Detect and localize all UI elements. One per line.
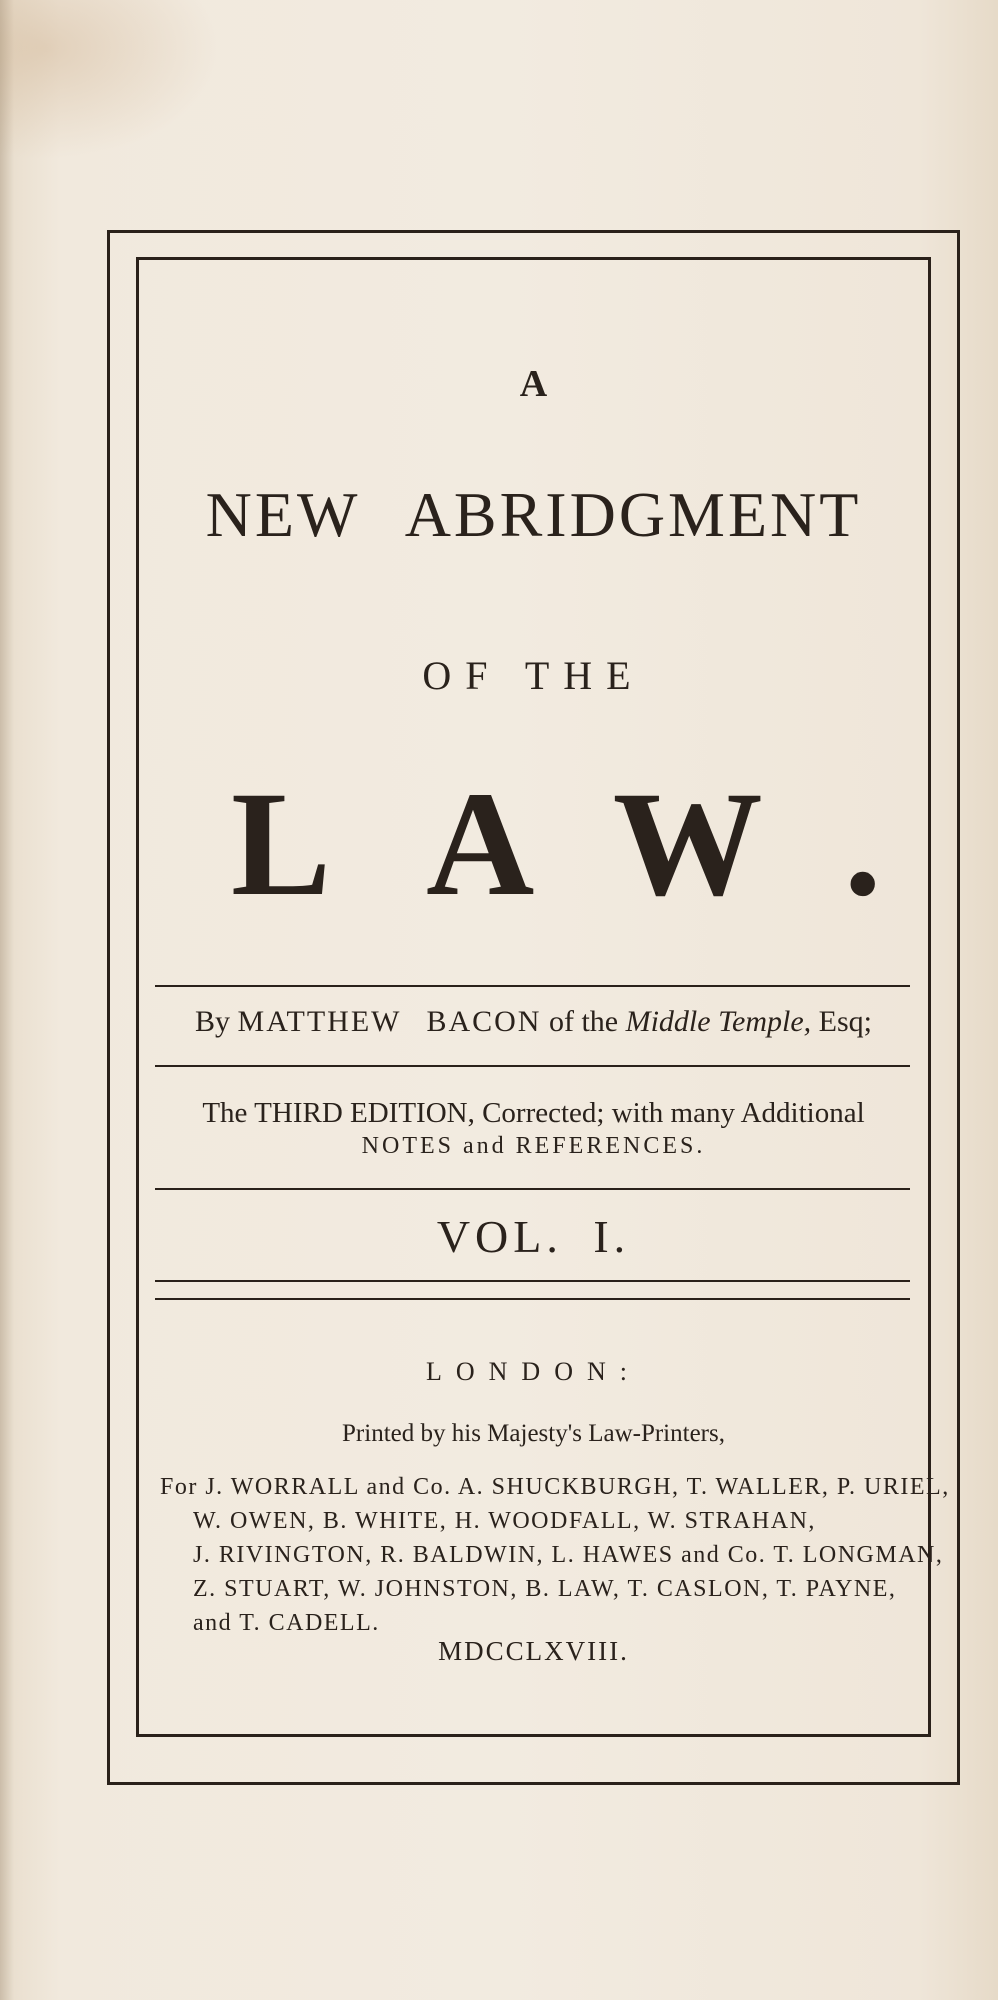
- page-edge-shadow: [0, 0, 14, 2000]
- author-prefix: By: [195, 1005, 231, 1038]
- rule-below-author: [155, 1065, 910, 1067]
- booksellers-line: W. OWEN, B. WHITE, H. WOODFALL, W. STRAHAN,: [193, 1508, 816, 1534]
- rule-above-volume: [155, 1188, 910, 1190]
- author-suffix: Esq;: [818, 1005, 872, 1038]
- title-main: NEW ABRIDGMENT: [205, 479, 862, 550]
- author-name: MATTHEW BACON: [237, 1005, 542, 1038]
- title-article: A: [519, 363, 548, 405]
- author-of: of the: [548, 1005, 619, 1038]
- edition-line-1: The THIRD EDITION, Corrected; with many Additional: [202, 1097, 865, 1129]
- booksellers-line: Z. STUART, W. JOHNSTON, B. LAW, T. CASLON, T. PAYNE,: [193, 1576, 897, 1602]
- author-line: [136, 1005, 931, 1039]
- author-place: Middle Temple,: [625, 1005, 812, 1038]
- paper-stain: [0, 0, 220, 160]
- booksellers-list: [160, 1470, 950, 1640]
- imprint-date: MDCCLXVIII.: [438, 1636, 629, 1666]
- rule-below-volume-2: [155, 1298, 910, 1300]
- rule-above-author: [155, 985, 910, 987]
- imprint-printer: Printed by his Majesty's Law-Printers,: [342, 1420, 725, 1447]
- rule-below-volume-1: [155, 1280, 910, 1282]
- volume-number: VOL. I.: [436, 1211, 631, 1262]
- edition-line-2: NOTES and REFERENCES.: [361, 1133, 706, 1159]
- booksellers-line: and T. CADELL.: [193, 1610, 380, 1636]
- title-of-the: OF THE: [422, 653, 645, 698]
- imprint-city: LONDON:: [426, 1357, 641, 1386]
- title-law: LAW.: [231, 761, 977, 927]
- booksellers-line: For J. WORRALL and Co. A. SHUCKBURGH, T. WALLER, P. URIEL,: [160, 1474, 950, 1500]
- booksellers-line: J. RIVINGTON, R. BALDWIN, L. HAWES and Co. T. LONGMAN,: [193, 1542, 944, 1568]
